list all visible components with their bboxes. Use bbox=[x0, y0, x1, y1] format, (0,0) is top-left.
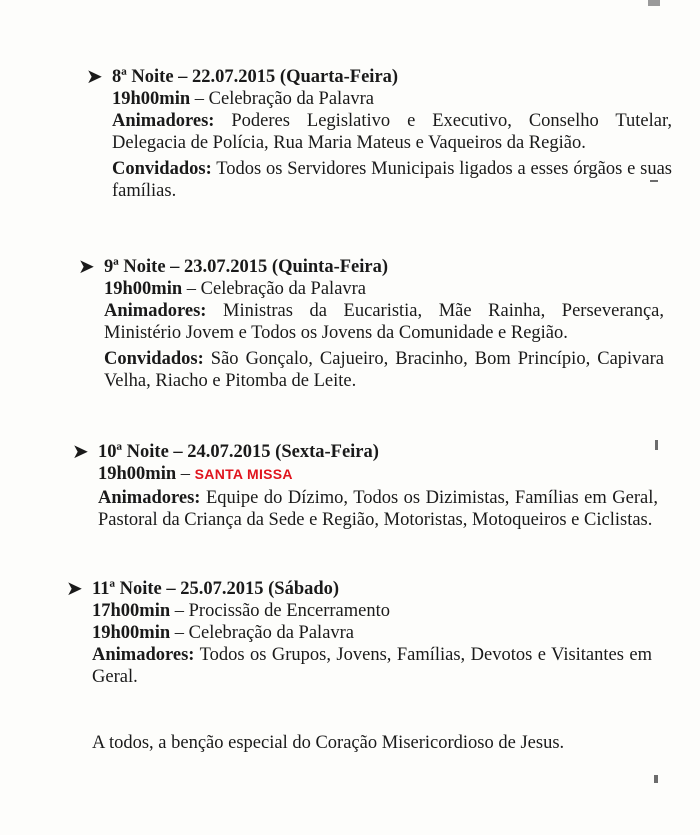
schedule-item: 19h00min – Celebração da Palavra bbox=[104, 279, 367, 299]
arrow-bullet-icon: ➤ bbox=[72, 441, 89, 463]
entry-8 bbox=[86, 66, 672, 202]
entry-heading: 11ª Noite – 25.07.2015 (Sábado) bbox=[92, 579, 340, 599]
animadores-paragraph: Animadores: Equipe do Dízimo, Todos os Dizimistas, Famílias em Geral, Pastoral da Criança da Sede e Região, Motoristas, Motoqueiros e Ciclistas. bbox=[98, 488, 658, 530]
scan-mark bbox=[655, 440, 658, 450]
arrow-bullet-icon: ➤ bbox=[78, 256, 95, 278]
arrow-bullet-icon: ➤ bbox=[66, 578, 83, 600]
arrow-bullet-icon: ➤ bbox=[86, 66, 103, 88]
convidados-paragraph: Convidados: Todos os Servidores Municipais ligados a esses órgãos e suas famílias. bbox=[112, 159, 672, 201]
entry-heading: 9ª Noite – 23.07.2015 (Quinta-Feira) bbox=[104, 257, 389, 277]
schedule-item: 19h00min – SANTA MISSA bbox=[98, 464, 293, 484]
schedule-item: 19h00min – Celebração da Palavra bbox=[92, 623, 355, 643]
schedule-item: 17h00min – Procissão de Encerramento bbox=[92, 601, 391, 621]
animadores-paragraph: Animadores: Poderes Legislativo e Executivo, Conselho Tutelar, Delegacia de Polícia, Rua Maria Mateus e Vaqueiros da Região. bbox=[112, 111, 672, 153]
closing-blessing: A todos, a benção especial do Coração Misericordioso de Jesus. bbox=[92, 733, 565, 753]
animadores-paragraph: Animadores: Todos os Grupos, Jovens, Famílias, Devotos e Visitantes em Geral. bbox=[92, 645, 652, 687]
animadores-paragraph: Animadores: Ministras da Eucaristia, Mãe Rainha, Perseverança, Ministério Jovem e Todos os Jovens da Comunidade e Região. bbox=[104, 301, 665, 343]
entry-11 bbox=[66, 578, 652, 688]
entry-9 bbox=[78, 256, 665, 392]
scan-mark bbox=[654, 775, 658, 783]
entry-heading: 8ª Noite – 22.07.2015 (Quarta-Feira) bbox=[112, 67, 399, 87]
entry-heading: 10ª Noite – 24.07.2015 (Sexta-Feira) bbox=[98, 442, 379, 462]
convidados-paragraph: Convidados: São Gonçalo, Cajueiro, Bracinho, Bom Princípio, Capivara Velha, Riacho e Pitomba de Leite. bbox=[104, 349, 665, 391]
scan-mark bbox=[650, 180, 658, 182]
entry-10 bbox=[72, 441, 658, 531]
santa-missa-label: SANTA MISSA bbox=[194, 466, 293, 482]
schedule-item: 19h00min – Celebração da Palavra bbox=[112, 89, 375, 109]
scan-mark bbox=[648, 0, 660, 6]
